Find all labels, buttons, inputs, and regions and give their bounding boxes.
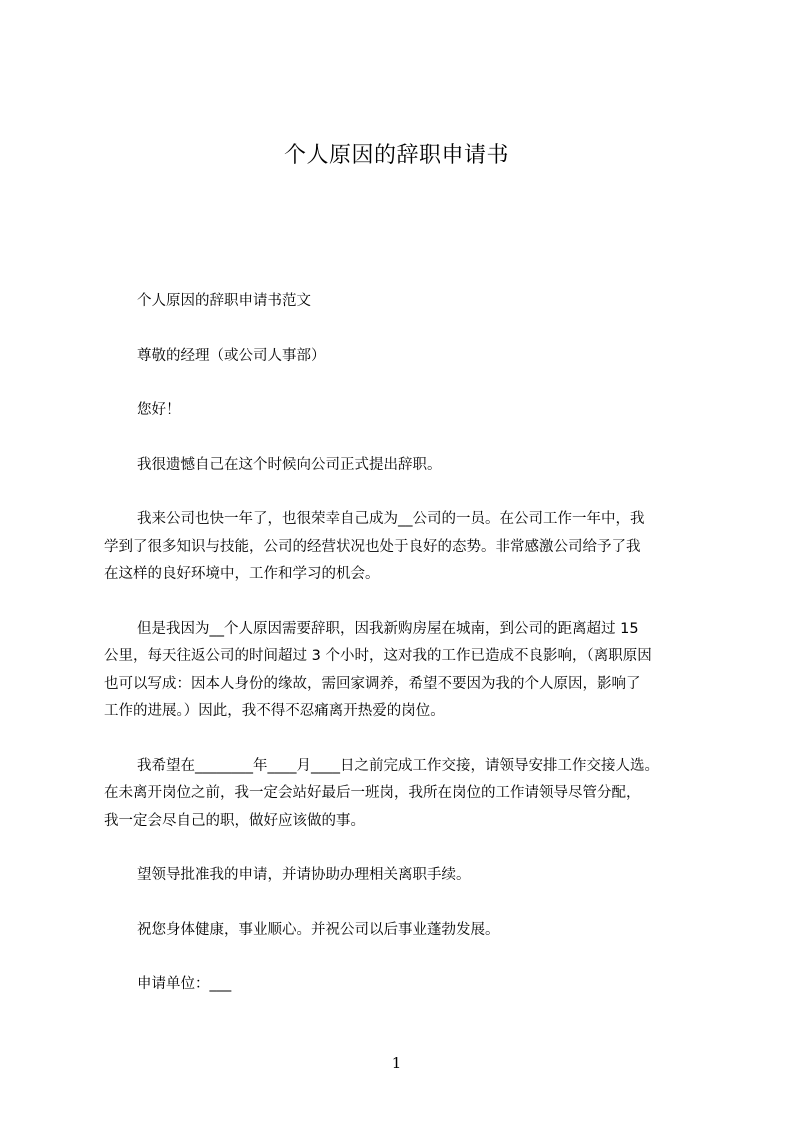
paragraph-line: 我希望在________年____月____日之前完成工作交接，请领导安排工作交接人选。: [137, 757, 659, 774]
paragraph-line: 在这样的良好环境中，工作和学习的机会。: [104, 566, 380, 582]
paragraph-reason: [104, 616, 704, 726]
paragraph-line: 但是我因为__个人原因需要辞职，因我新购房屋在城南，到公司的距离超过 15: [137, 620, 639, 637]
paragraph-line: 祝您身体健康，事业顺心。并祝公司以后事业蓬勃发展。: [137, 921, 500, 938]
paragraph-salutation: [104, 343, 704, 371]
paragraph-line: 工作的进展。）因此，我不得不忍痛离开热爱的岗位。: [104, 703, 445, 719]
paragraph-wishes: [104, 917, 704, 945]
paragraph-signature: [104, 971, 704, 999]
paragraph-line: 我很遗憾自己在这个时候向公司正式提出辞职。: [137, 456, 442, 473]
paragraph-line: 学到了很多知识与技能，公司的经营状况也处于良好的态势。非常感激公司给予了我: [104, 538, 641, 555]
paragraph-line: 您好！: [137, 402, 181, 418]
document-body: [104, 288, 704, 1026]
paragraph-line: 尊敬的经理（或公司人事部）: [137, 347, 326, 364]
page-number: 1: [391, 1054, 402, 1072]
paragraph-intent: [104, 452, 704, 480]
paragraph-handover: [104, 753, 704, 836]
paragraph-line: 我一定会尽自己的职，做好应该做的事。: [104, 812, 365, 829]
paragraph-line: 望领导批准我的申请，并请协助办理相关离职手续。: [137, 867, 471, 883]
document-title: 个人原因的辞职申请书: [283, 143, 509, 168]
paragraph-line: 在未离开岗位之前，我一定会站好最后一班岗，我所在岗位的工作请领导尽管分配，: [104, 785, 641, 801]
paragraph-line: 也可以写成：因本人身份的缘故，需回家调养，希望不要因为我的个人原因，影响了: [104, 675, 641, 692]
paragraph-line: 我来公司也快一年了，也很荣幸自己成为__公司的一员。在公司工作一年中，我: [137, 511, 645, 527]
paragraph-greeting: [104, 397, 704, 425]
paragraph-line: 个人原因的辞职申请书范文: [137, 293, 311, 309]
paragraph-line: 公里，每天往返公司的时间超过 3 个小时，这对我的工作已造成不良影响，（离职原因: [104, 648, 652, 664]
paragraph-request: [104, 862, 704, 890]
paragraph-subtitle: [104, 288, 704, 316]
paragraph-line: 申请单位：___: [137, 976, 232, 992]
paragraph-gratitude: [104, 506, 704, 589]
